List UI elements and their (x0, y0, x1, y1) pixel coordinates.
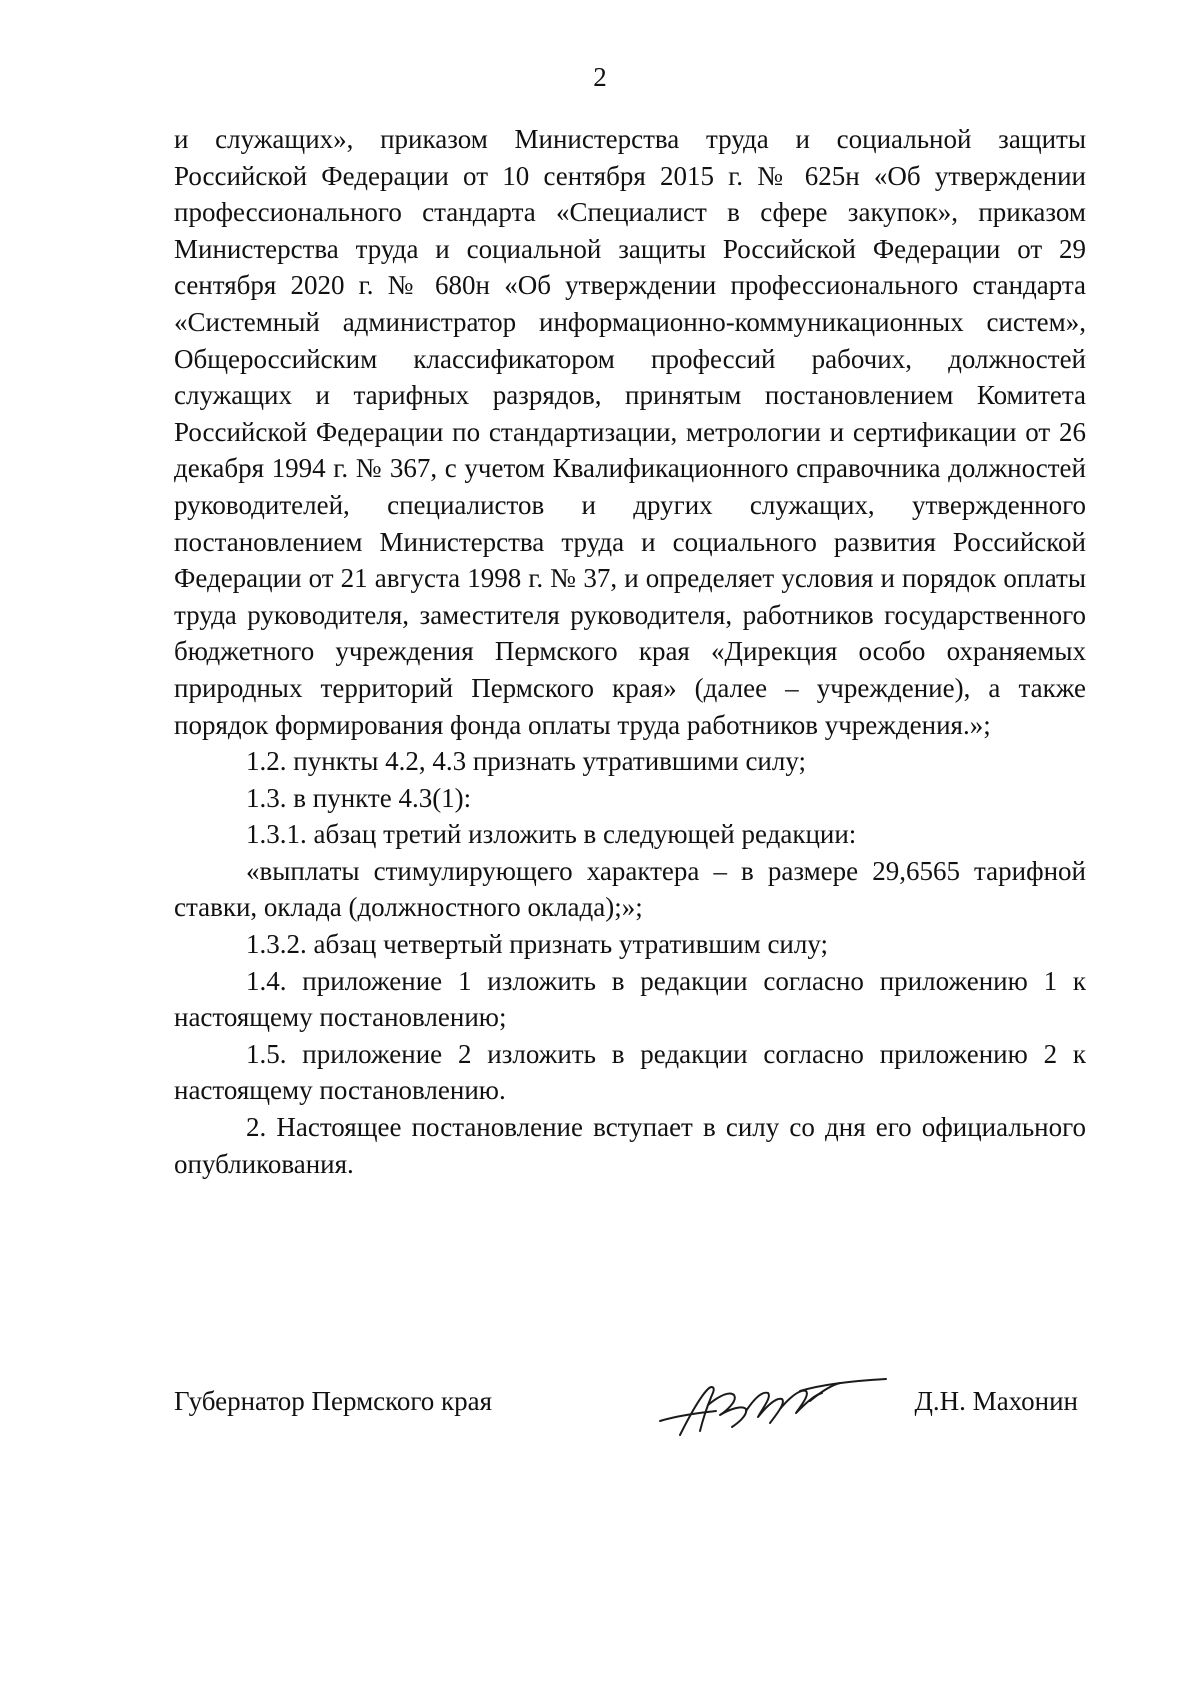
paragraph-item-1-5: 1.5. приложение 2 изложить в редакции согласно приложению 2 к настоящему постановлению. (174, 1038, 1086, 1106)
signatory-position: Губернатор Пермского края (174, 1386, 493, 1416)
paragraph-item-1-4: 1.4. приложение 1 изложить в редакции согласно приложению 1 к настоящему постановлению; (174, 965, 1086, 1033)
signatory-name: Д.Н. Махонин (914, 1386, 1078, 1416)
paragraph-item-1-2: 1.2. пункты 4.2, 4.3 признать утратившими силу; (246, 746, 806, 777)
paragraph-item-2: 2. Настоящее постановление вступает в силу со дня его официального опубликования. (174, 1112, 1086, 1179)
handwritten-signature (650, 1365, 890, 1445)
paragraph-continuation: и служащих», приказом Министерства труда и социальной защиты Российской Федерации от 10 сентября 2015 г. № 625н «Об утверждении профессионального стандарта «Специалист в сфере закупок», приказом Министерства труда и социальной защиты Российской Федерации от 29 сентября 2020 г. № 680н «Об утверждении профессионального стандарта «Системный администратор информационно-коммуникационных систем», Общероссийским классификатором профессий рабочих, должностей служащих и тарифных разрядов, принятым постановлением Комитета Российской Федерации по стандартизации, метрологии и сертификации от 26 декабря 1994 г. № 367, с учетом Квалификационного справочника должностей руководителей, специалистов и других служащих, утвержденного постановлением Министерства труда и социального развития Российской Федерации от 21 августа 1998 г. № 37, и определяет условия и порядок оплаты труда руководителя, заместителя руководителя, работников государственного бюджетного учреждения Пермского края «Дирекция особо охраняемых природных территорий Пермского края» (далее – учреждение), а также порядок формирования фонда оплаты труда работников учреждения.»; (174, 124, 1086, 740)
paragraph-item-1-3: 1.3. в пункте 4.3(1): (246, 782, 472, 813)
paragraph-quoted-text: «выплаты стимулирующего характера – в размере 29,6565 тарифной ставки, оклада (должностного оклада);»; (174, 855, 1086, 923)
document-body (174, 121, 1086, 1182)
paragraph-item-1-3-1: 1.3.1. абзац третий изложить в следующей редакции: (246, 819, 857, 850)
paragraph-item-1-3-2: 1.3.2. абзац четвертый признать утратившим силу; (246, 929, 828, 960)
page-number: 2 (593, 62, 607, 92)
signature-block (174, 1375, 1086, 1455)
